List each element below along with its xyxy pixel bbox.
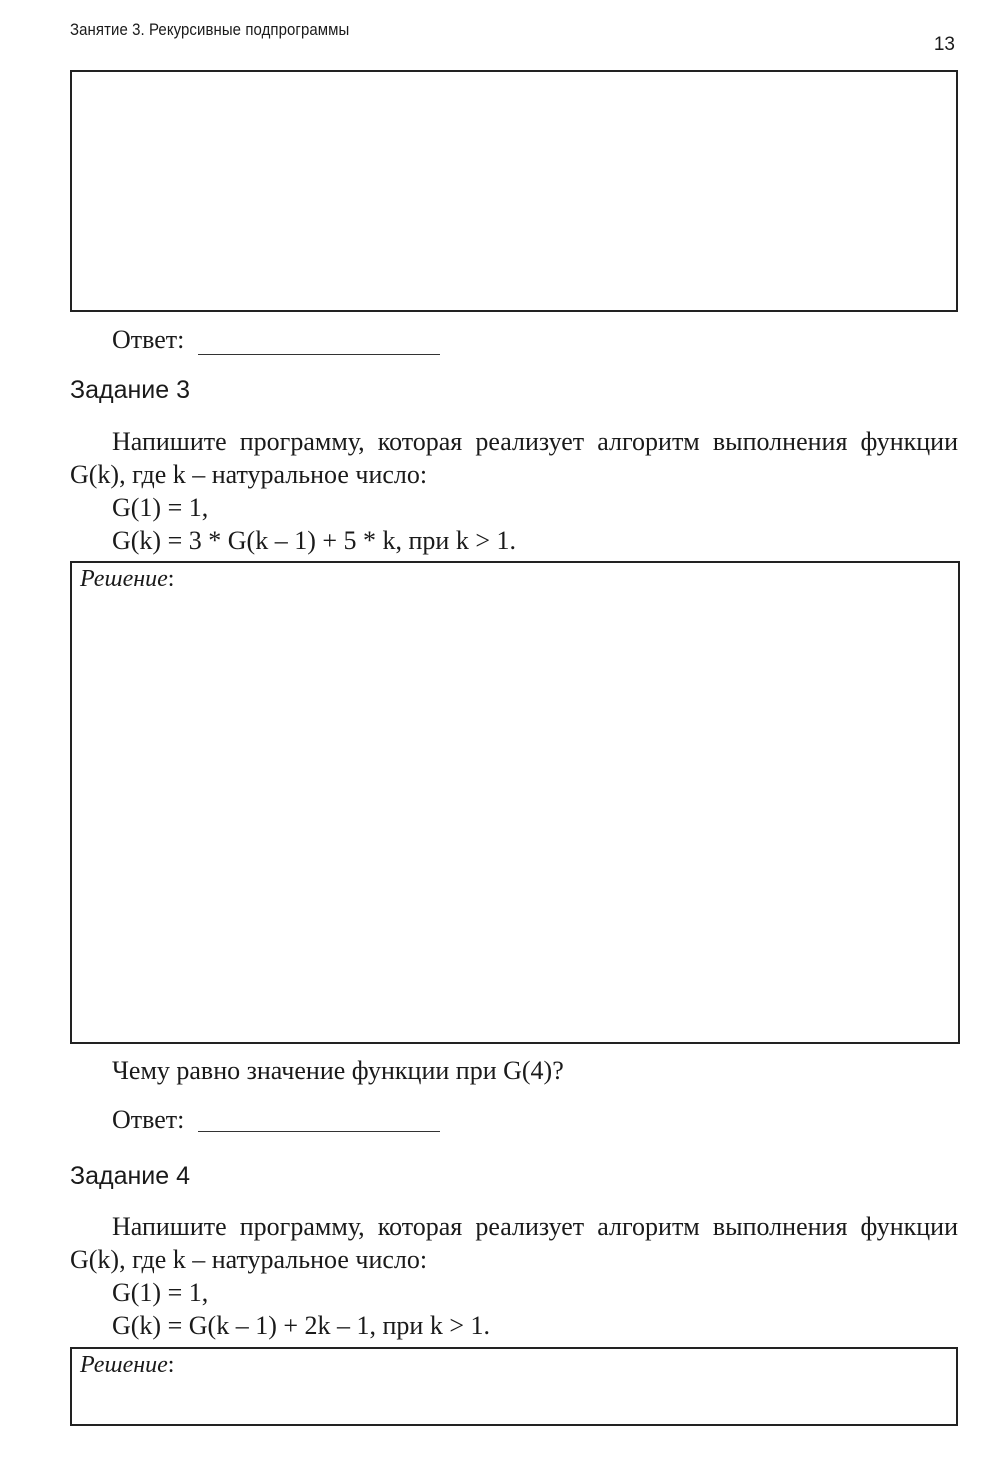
task-3-statement: Напишите программу, которая реализует алгоритм выполнения функции G(k), где k – натуральное число: bbox=[70, 427, 958, 489]
answer-line[interactable] bbox=[198, 354, 440, 355]
task-3-formula-base: G(1) = 1, bbox=[112, 493, 209, 522]
task-4-solution-box[interactable] bbox=[70, 1347, 958, 1426]
task-4-formula-base: G(1) = 1, bbox=[112, 1278, 209, 1307]
task-4-formula-recursive: G(k) = G(k – 1) + 2k – 1, при k > 1. bbox=[112, 1311, 491, 1340]
solution-box-previous[interactable] bbox=[70, 70, 958, 312]
task-3-solution-label: Решение: bbox=[80, 566, 175, 592]
task-4-statement: Напишите программу, которая реализует алгоритм выполнения функции G(k), где k – натуральное число: bbox=[70, 1212, 958, 1274]
task-3-formula-recursive: G(k) = 3 * G(k – 1) + 5 * k, при k > 1. bbox=[112, 526, 517, 555]
task-3-answer-line[interactable] bbox=[198, 1131, 440, 1132]
task-3-answer-label: Ответ: bbox=[112, 1105, 185, 1134]
task-3-title: Задание 3 bbox=[70, 376, 191, 404]
answer-label: Ответ: bbox=[112, 325, 185, 354]
task-4-title: Задание 4 bbox=[70, 1162, 191, 1190]
running-title: Занятие 3. Рекурсивные подпрограммы bbox=[70, 20, 350, 39]
task-3-solution-box[interactable] bbox=[70, 561, 960, 1044]
task-3-question: Чему равно значение функции при G(4)? bbox=[112, 1056, 564, 1085]
page-number: 13 bbox=[933, 34, 955, 55]
task-4-solution-label: Решение: bbox=[80, 1352, 175, 1378]
